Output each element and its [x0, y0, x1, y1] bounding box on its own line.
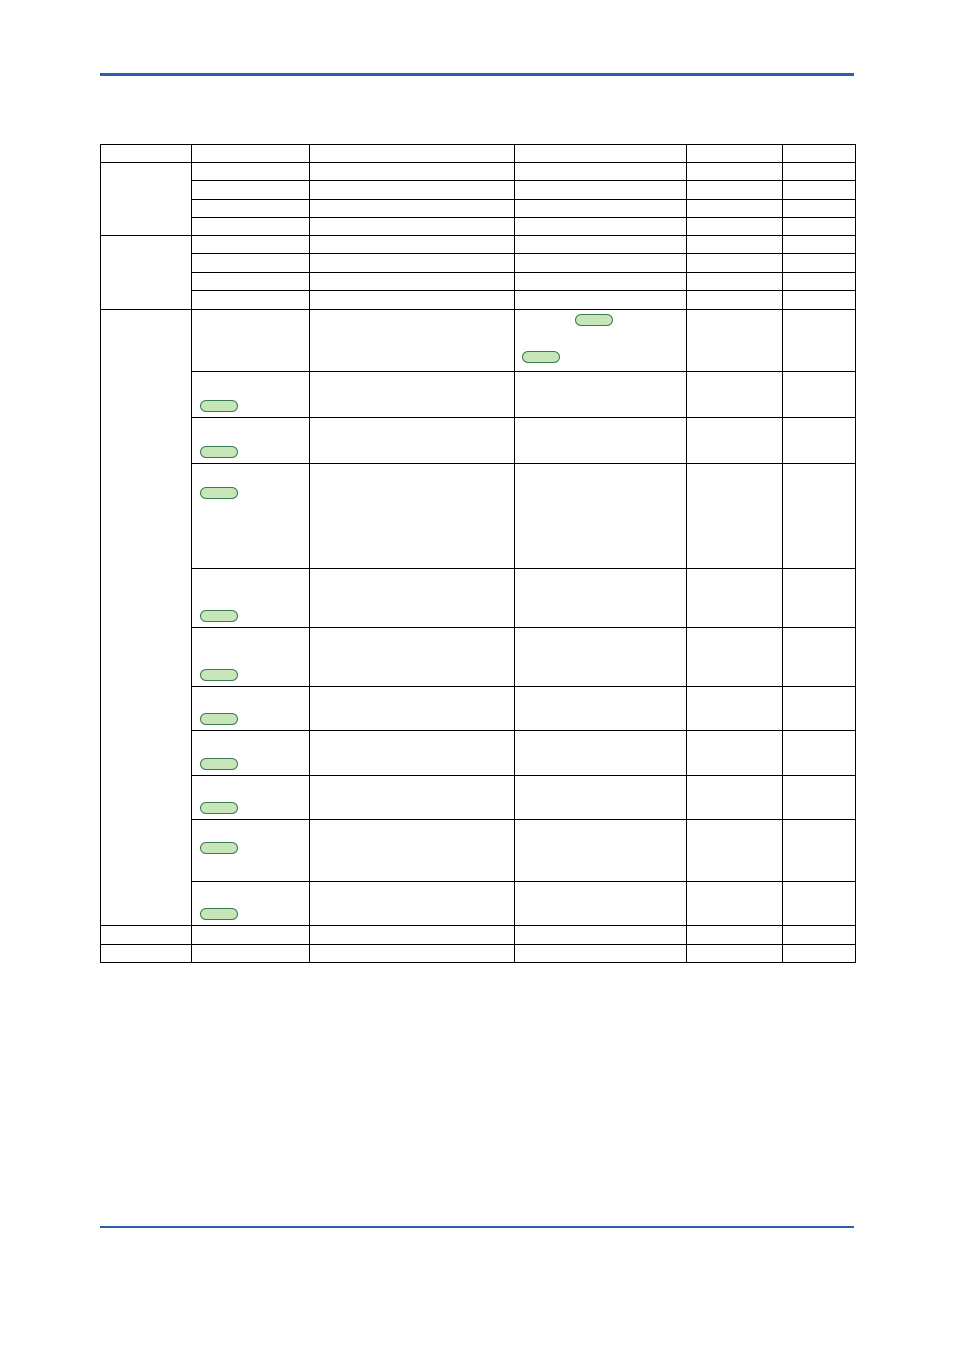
parameter-table — [100, 144, 856, 963]
table-header-row — [101, 145, 856, 163]
table-row — [101, 291, 856, 310]
param-tag-9[interactable] — [200, 758, 238, 770]
table-cell — [192, 687, 310, 731]
table-row — [101, 218, 856, 236]
table-cell — [310, 163, 515, 181]
footer-rule — [100, 1226, 854, 1228]
table-row — [101, 687, 856, 731]
table-cell — [783, 882, 856, 926]
table-cell — [192, 945, 310, 963]
param-tag-6[interactable] — [200, 610, 238, 622]
table-cell — [192, 882, 310, 926]
table-cell — [515, 945, 687, 963]
table-cell — [192, 418, 310, 464]
table-cell — [687, 820, 783, 882]
table-cell — [515, 926, 687, 945]
table-cell — [515, 687, 687, 731]
table-cell — [515, 291, 687, 310]
table-cell — [687, 628, 783, 687]
header-cell — [515, 145, 687, 163]
table-cell — [783, 163, 856, 181]
table-row — [101, 464, 856, 569]
header-cell — [687, 145, 783, 163]
table-cell — [192, 776, 310, 820]
table-cell — [783, 218, 856, 236]
table-cell — [515, 310, 687, 372]
table-cell — [783, 236, 856, 254]
table-cell — [192, 372, 310, 418]
table-row — [101, 310, 856, 372]
table-cell — [687, 464, 783, 569]
table-row — [101, 731, 856, 776]
table-cell — [515, 218, 687, 236]
table-cell — [783, 181, 856, 200]
header-cell — [192, 145, 310, 163]
table-row — [101, 372, 856, 418]
table-cell — [515, 628, 687, 687]
param-tag-4[interactable] — [200, 446, 238, 458]
table-cell — [310, 628, 515, 687]
table-cell — [310, 731, 515, 776]
table-cell — [687, 310, 783, 372]
table-cell — [783, 418, 856, 464]
table-cell — [687, 418, 783, 464]
table-cell — [192, 628, 310, 687]
table-cell — [310, 882, 515, 926]
table-cell — [310, 291, 515, 310]
param-tag-1[interactable] — [575, 314, 613, 326]
table-cell — [310, 181, 515, 200]
table-cell — [310, 273, 515, 291]
table-cell — [515, 418, 687, 464]
table-cell — [783, 945, 856, 963]
table-cell — [687, 254, 783, 273]
table-row — [101, 200, 856, 218]
table-row — [101, 418, 856, 464]
table-cell — [515, 200, 687, 218]
table-cell — [310, 820, 515, 882]
table-cell — [192, 291, 310, 310]
table-cell — [783, 820, 856, 882]
table-cell — [310, 418, 515, 464]
table-cell — [310, 254, 515, 273]
param-tag-11[interactable] — [200, 842, 238, 854]
group-cell — [101, 163, 192, 236]
header-cell — [783, 145, 856, 163]
table-cell — [687, 882, 783, 926]
table-cell — [687, 236, 783, 254]
table-cell — [515, 464, 687, 569]
table-cell — [687, 273, 783, 291]
table-cell — [192, 273, 310, 291]
table-cell — [515, 882, 687, 926]
table-cell — [192, 236, 310, 254]
table-cell — [310, 464, 515, 569]
table-cell — [515, 820, 687, 882]
table-cell — [310, 372, 515, 418]
table-cell — [192, 731, 310, 776]
table-row — [101, 820, 856, 882]
table-cell — [192, 218, 310, 236]
table-row — [101, 569, 856, 628]
table-cell — [192, 464, 310, 569]
table-cell — [687, 687, 783, 731]
table-cell — [515, 254, 687, 273]
param-tag-12[interactable] — [200, 908, 238, 920]
table-cell — [515, 731, 687, 776]
param-tag-7[interactable] — [200, 669, 238, 681]
table-cell — [687, 372, 783, 418]
param-tag-3[interactable] — [200, 400, 238, 412]
table-cell — [192, 310, 310, 372]
table-row — [101, 945, 856, 963]
table-cell — [783, 464, 856, 569]
table-cell — [783, 254, 856, 273]
table-cell — [783, 731, 856, 776]
table-cell — [515, 569, 687, 628]
param-tag-8[interactable] — [200, 713, 238, 725]
table-row — [101, 628, 856, 687]
table-cell — [783, 273, 856, 291]
table-cell — [783, 372, 856, 418]
table-row — [101, 776, 856, 820]
table-cell — [687, 163, 783, 181]
table-cell — [101, 926, 192, 945]
table-cell — [783, 310, 856, 372]
table-cell — [310, 236, 515, 254]
table-cell — [783, 926, 856, 945]
table-cell — [310, 218, 515, 236]
table-cell — [687, 291, 783, 310]
table-cell — [783, 628, 856, 687]
table-cell — [101, 945, 192, 963]
table-cell — [687, 926, 783, 945]
header-rule — [100, 73, 854, 76]
table-row — [101, 236, 856, 254]
table-cell — [783, 291, 856, 310]
table-cell — [192, 181, 310, 200]
table-cell — [310, 310, 515, 372]
table-cell — [310, 776, 515, 820]
group-cell — [101, 236, 192, 310]
table-cell — [687, 945, 783, 963]
table-cell — [310, 687, 515, 731]
table-row — [101, 254, 856, 273]
table-cell — [515, 181, 687, 200]
table-cell — [515, 273, 687, 291]
table-cell — [783, 776, 856, 820]
param-tag-5[interactable] — [200, 487, 238, 499]
table-cell — [687, 776, 783, 820]
param-tag-2[interactable] — [522, 351, 560, 363]
table-cell — [783, 200, 856, 218]
table-cell — [515, 236, 687, 254]
table-cell — [192, 569, 310, 628]
header-cell — [101, 145, 192, 163]
table-row — [101, 181, 856, 200]
header-cell — [310, 145, 515, 163]
table-cell — [515, 776, 687, 820]
table-cell — [192, 820, 310, 882]
table-row — [101, 273, 856, 291]
table-cell — [310, 945, 515, 963]
table-cell — [192, 254, 310, 273]
table-cell — [687, 569, 783, 628]
table-cell — [783, 569, 856, 628]
table-row — [101, 882, 856, 926]
table-cell — [192, 926, 310, 945]
table-cell — [687, 200, 783, 218]
table-cell — [310, 200, 515, 218]
group-cell — [101, 310, 192, 926]
param-tag-10[interactable] — [200, 802, 238, 814]
table-row — [101, 926, 856, 945]
table-cell — [783, 687, 856, 731]
table-cell — [515, 372, 687, 418]
table-cell — [310, 569, 515, 628]
table-cell — [687, 181, 783, 200]
table-row — [101, 163, 856, 181]
table-cell — [515, 163, 687, 181]
table-cell — [192, 163, 310, 181]
table-cell — [192, 200, 310, 218]
table-cell — [687, 218, 783, 236]
table-cell — [687, 731, 783, 776]
table-cell — [310, 926, 515, 945]
